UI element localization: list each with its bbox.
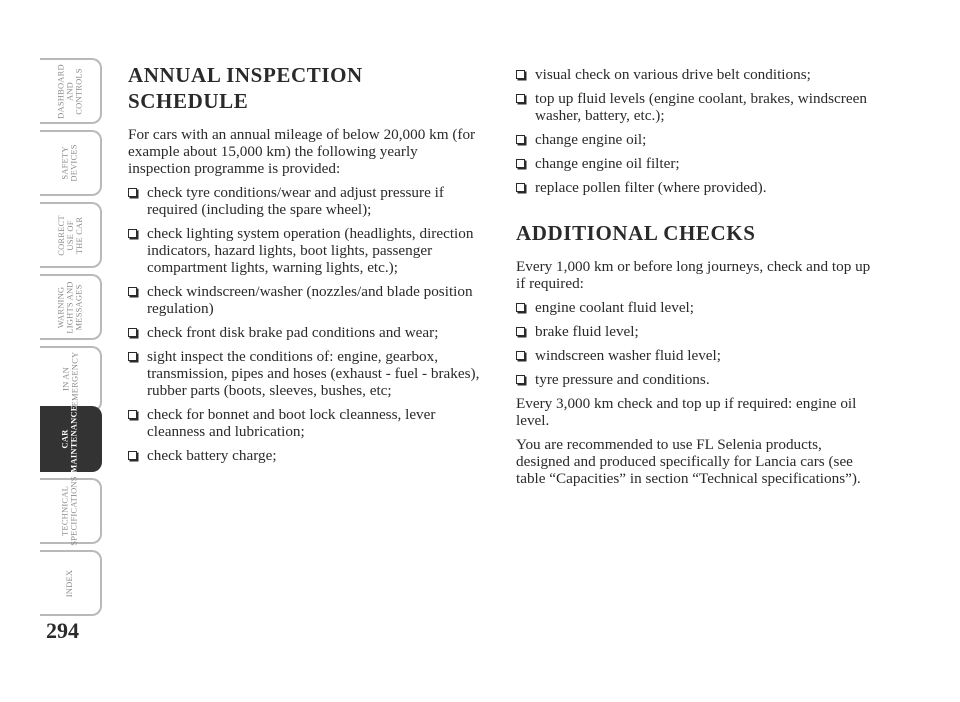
tab-label: SAFETY DEVICES xyxy=(59,144,79,182)
checkbox-bullet-icon xyxy=(128,287,137,296)
tab-label: TECHNICAL SPECIFICATIONS xyxy=(60,476,79,546)
list-item-text: change engine oil filter; xyxy=(535,155,680,172)
checkbox-bullet-icon xyxy=(516,183,525,192)
list-item-text: visual check on various drive belt conditions; xyxy=(535,66,811,83)
list-item xyxy=(516,299,876,316)
list-item xyxy=(516,179,876,196)
checkbox-bullet-icon xyxy=(128,410,137,419)
checkbox-bullet-icon xyxy=(516,351,525,360)
list-item-text: sight inspect the conditions of: engine, gearbox, transmission, pipes and hoses (exhaust - fuel - brakes), rubber parts (boots, sleeves, bushes, etc; xyxy=(147,348,480,399)
tab-label: CAR MAINTENANCE xyxy=(60,405,79,473)
tab-car-maintenance[interactable] xyxy=(40,406,102,472)
list-item xyxy=(128,324,480,341)
list-item-text: check battery charge; xyxy=(147,447,277,464)
intro-paragraph: For cars with an annual mileage of below 20,000 km (for example about 15,000 km) the following yearly inspection programme is provided: xyxy=(128,126,476,177)
checkbox-bullet-icon xyxy=(516,70,525,79)
paragraph: You are recommended to use FL Selenia products, designed and produced specifically for Lancia cars (see table “Capacities” in section “Technical specifications”). xyxy=(516,436,861,487)
tab-dashboard-and-controls[interactable] xyxy=(40,58,102,124)
checkbox-bullet-icon xyxy=(128,188,137,197)
checkbox-bullet-icon xyxy=(516,375,525,384)
tab-in-an-emergency[interactable] xyxy=(40,346,102,412)
list-item xyxy=(516,90,876,124)
list-item-text: engine coolant fluid level; xyxy=(535,299,694,316)
list-item xyxy=(516,323,876,340)
tab-label: INDEX xyxy=(64,569,75,597)
list-item-text: top up fluid levels (engine coolant, brakes, windscreen washer, battery, etc.); xyxy=(535,90,867,124)
list-item xyxy=(128,225,480,276)
tab-label: CORRECT USE OF THE CAR xyxy=(55,214,84,256)
list-item-text: brake fluid level; xyxy=(535,323,639,340)
checkbox-bullet-icon xyxy=(128,352,137,361)
list-item xyxy=(128,184,480,218)
list-item-text: change engine oil; xyxy=(535,131,647,148)
checkbox-bullet-icon xyxy=(516,135,525,144)
list-item xyxy=(128,447,480,464)
list-item xyxy=(516,155,876,172)
tab-safety-devices[interactable] xyxy=(40,130,102,196)
checkbox-bullet-icon xyxy=(516,327,525,336)
checkbox-bullet-icon xyxy=(128,229,137,238)
list-item-text: check lighting system operation (headlights, direction indicators, hazard lights, boot lights, passenger compartment lights, warning lights, etc.); xyxy=(147,225,474,276)
list-item xyxy=(128,406,480,440)
checkbox-bullet-icon xyxy=(128,451,137,460)
additional-checks-list xyxy=(516,299,876,388)
list-item xyxy=(128,283,480,317)
checkbox-bullet-icon xyxy=(516,159,525,168)
list-item xyxy=(516,371,876,388)
section-title: ADDITIONAL CHECKS xyxy=(516,221,756,245)
right-column xyxy=(516,66,876,494)
paragraph: Every 3,000 km check and top up if required: engine oil level. xyxy=(516,395,857,429)
tab-correct-use[interactable] xyxy=(40,202,102,268)
list-item-text: check front disk brake pad conditions and wear; xyxy=(147,324,439,341)
tab-label: IN AN EMERGENCY xyxy=(59,351,79,407)
section-title: ANNUAL INSPECTION SCHEDULE xyxy=(128,63,363,113)
checkbox-bullet-icon xyxy=(516,94,525,103)
tab-label: DASHBOARD AND CONTROLS xyxy=(55,63,84,119)
list-item-text: check tyre conditions/wear and adjust pressure if required (including the spare wheel); xyxy=(147,184,444,218)
checkbox-bullet-icon xyxy=(516,303,525,312)
checkbox-bullet-icon xyxy=(128,328,137,337)
list-item-text: check for bonnet and boot lock cleanness, lever cleanness and lubrication; xyxy=(147,406,436,440)
list-item-text: tyre pressure and conditions. xyxy=(535,371,710,388)
list-item-text: windscreen washer fluid level; xyxy=(535,347,721,364)
inspection-list-continued xyxy=(516,66,876,196)
list-item-text: check windscreen/washer (nozzles/and blade position regulation) xyxy=(147,283,473,317)
page-number: 294 xyxy=(46,618,79,643)
tab-warning-lights[interactable] xyxy=(40,274,102,340)
list-item xyxy=(516,131,876,148)
tab-index[interactable] xyxy=(40,550,102,616)
list-item-text: replace pollen filter (where provided). xyxy=(535,179,767,196)
list-item xyxy=(516,66,876,83)
list-item xyxy=(128,348,480,399)
tab-technical-specifications[interactable] xyxy=(40,478,102,544)
inspection-list xyxy=(128,184,480,464)
left-column xyxy=(128,62,480,471)
list-item xyxy=(516,347,876,364)
tab-label: WARNING LIGHTS AND MESSAGES xyxy=(55,280,84,334)
intro-paragraph: Every 1,000 km or before long journeys, check and top up if required: xyxy=(516,258,871,292)
